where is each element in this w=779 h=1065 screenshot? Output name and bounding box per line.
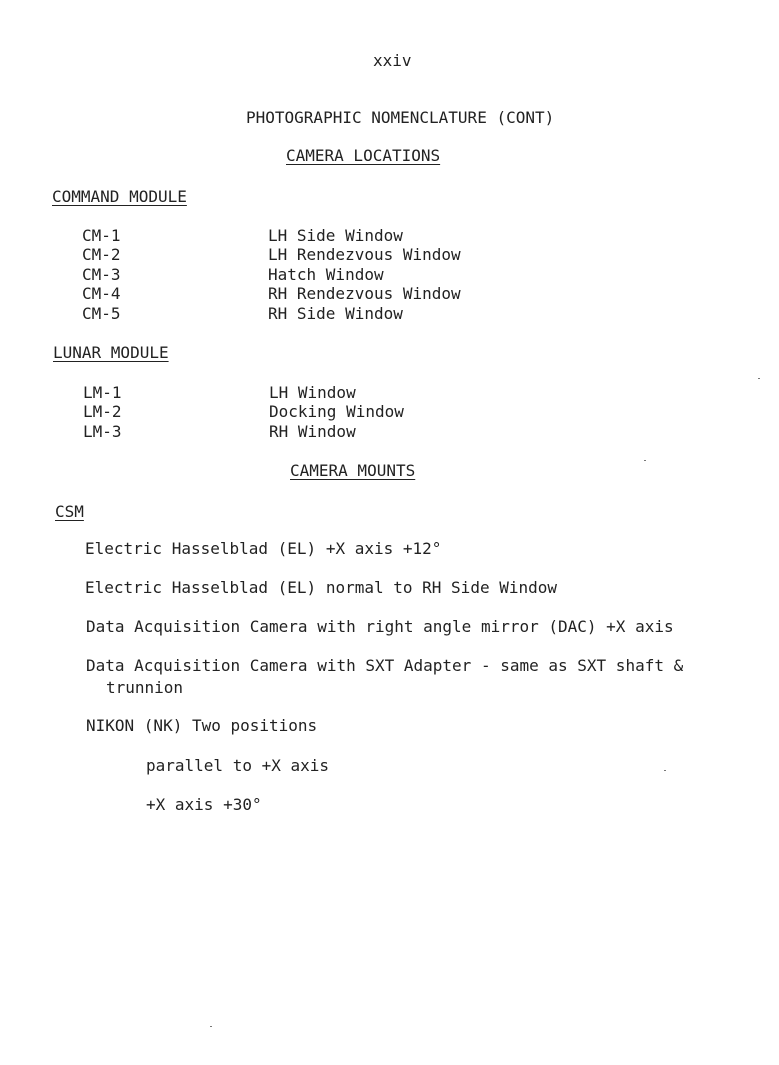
location-desc: RH Rendezvous Window [268, 284, 461, 303]
command-module-heading: COMMAND MODULE [52, 187, 187, 206]
location-desc: Docking Window [269, 402, 404, 421]
mount-item: Electric Hasselblad (EL) +X axis +12° [85, 539, 442, 558]
location-code: CM-2 [82, 245, 121, 264]
location-desc: LH Window [269, 383, 356, 402]
location-code: LM-1 [83, 383, 122, 402]
scan-speck [644, 460, 646, 461]
scan-speck [210, 1026, 212, 1027]
mount-item: NIKON (NK) Two positions [86, 716, 318, 735]
location-code: LM-3 [83, 422, 122, 441]
mount-item-continuation: trunnion [106, 678, 184, 697]
lunar-module-heading: LUNAR MODULE [53, 343, 169, 362]
location-code: CM-4 [82, 284, 121, 303]
nikon-position: parallel to +X axis [146, 756, 330, 775]
camera-locations-heading: CAMERA LOCATIONS [286, 146, 441, 165]
scan-speck [664, 770, 666, 771]
mount-item: Data Acquisition Camera with right angle mirror (DAC) +X axis [86, 617, 674, 636]
location-desc: RH Side Window [268, 304, 403, 323]
camera-mounts-heading: CAMERA MOUNTS [290, 461, 416, 480]
scan-speck [758, 378, 760, 379]
location-code: CM-3 [82, 265, 121, 284]
csm-heading: CSM [55, 502, 84, 521]
nikon-position: +X axis +30° [146, 795, 262, 814]
location-code: CM-1 [82, 226, 121, 245]
location-desc: RH Window [269, 422, 356, 441]
location-code: CM-5 [82, 304, 121, 323]
location-desc: Hatch Window [268, 265, 384, 284]
location-code: LM-2 [83, 402, 122, 421]
location-desc: LH Side Window [268, 226, 403, 245]
mount-item: Data Acquisition Camera with SXT Adapter - same as SXT shaft & [86, 656, 684, 675]
page-title: PHOTOGRAPHIC NOMENCLATURE (CONT) [246, 108, 555, 127]
page-number: xxiv [373, 51, 412, 70]
mount-item: Electric Hasselblad (EL) normal to RH Side Window [85, 578, 558, 597]
location-desc: LH Rendezvous Window [268, 245, 461, 264]
